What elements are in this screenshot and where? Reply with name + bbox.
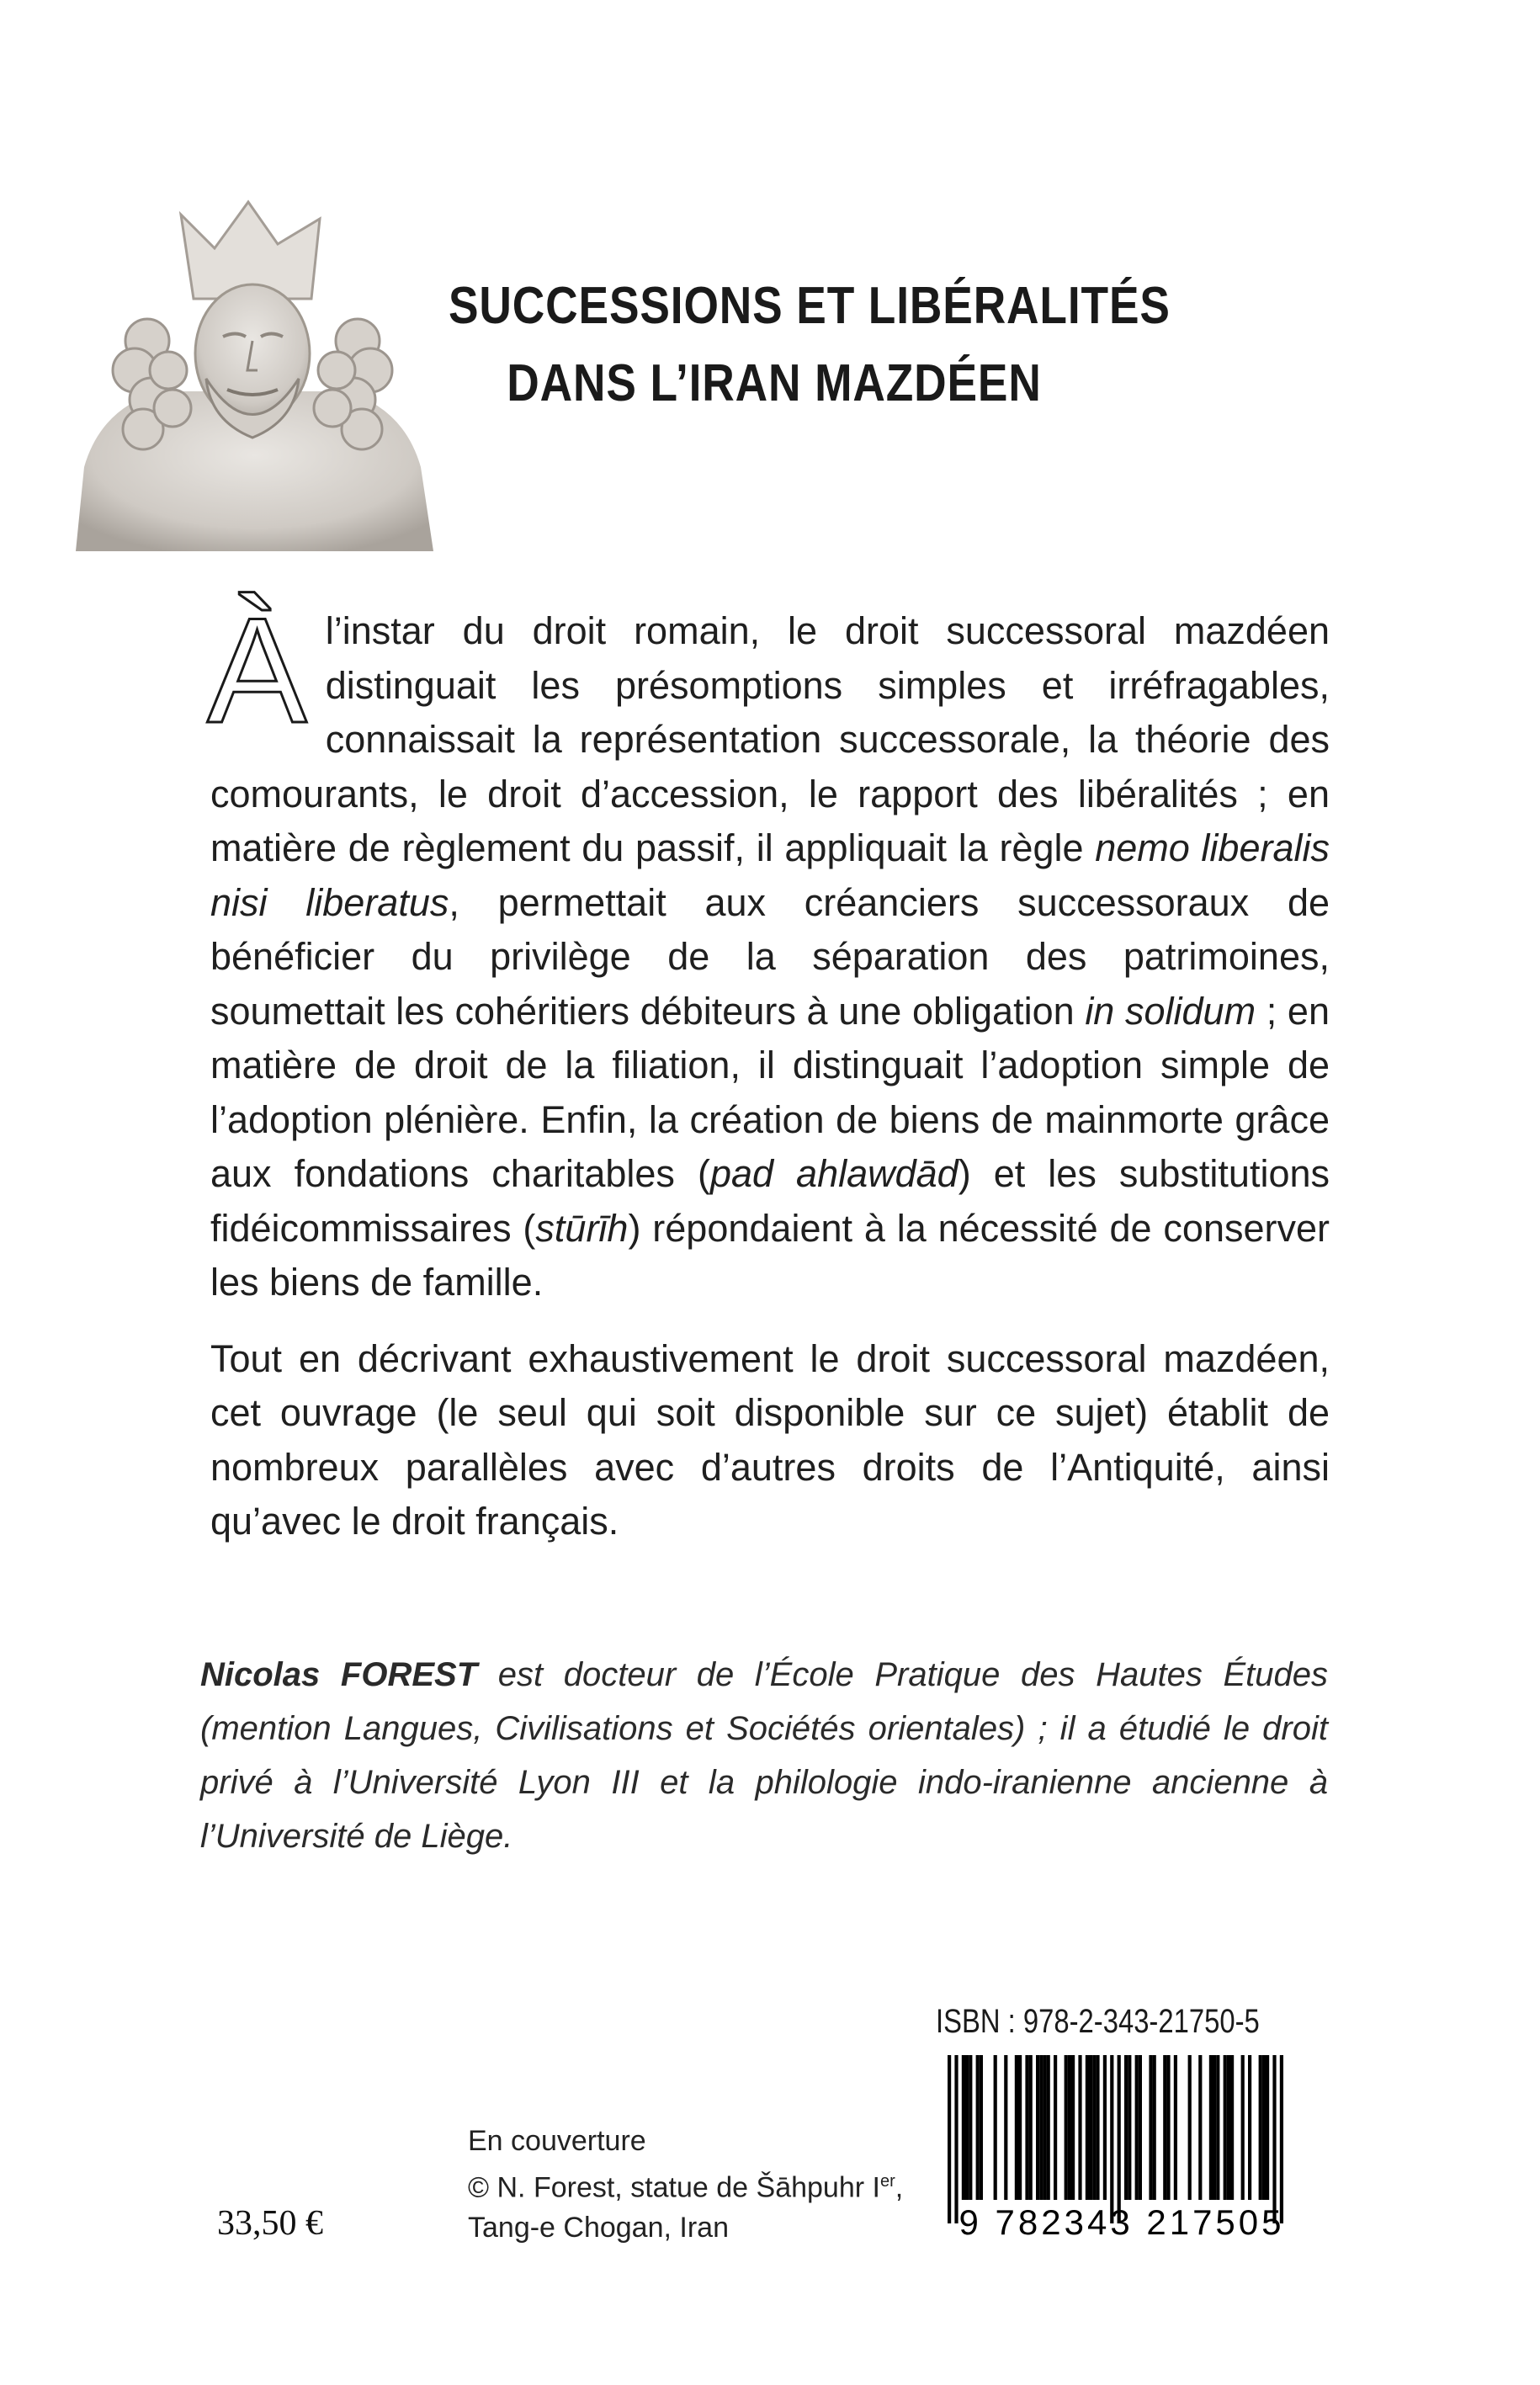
barcode-bar — [980, 2055, 983, 2200]
barcode-bar — [1227, 2055, 1230, 2200]
author-bio-text: est docteur de l’École Pratique des Hautes Études (mention Langues, Civilisations et Sociétés orientales) ; il a étudié le droit privé à l’Université Lyon III et la philologie indo-iranienne ancienne à l’Université de Liège. — [200, 1656, 1328, 1855]
barcode-bar — [1018, 2055, 1022, 2200]
barcode-bar — [976, 2055, 980, 2200]
barcode-bar — [1213, 2055, 1216, 2200]
dropcap: À — [207, 587, 307, 754]
barcode-bar — [1259, 2055, 1262, 2200]
barcode-bar — [1174, 2055, 1177, 2200]
barcode-bar — [1118, 2055, 1121, 2223]
barcode-bar — [948, 2055, 951, 2223]
barcode-bar — [1039, 2055, 1043, 2200]
barcode-bar — [1230, 2055, 1234, 2200]
barcode-bar — [1068, 2055, 1071, 2200]
barcode-bar — [1248, 2055, 1251, 2200]
barcode-bar — [1135, 2055, 1139, 2200]
barcode-bar — [1071, 2055, 1075, 2200]
summary-text-part: ) et les substitutions fidéicommissaires ( — [210, 1152, 1330, 1250]
barcode-bar — [1047, 2055, 1050, 2200]
barcode-bar — [1029, 2055, 1033, 2200]
author-bio — [200, 1648, 1328, 1863]
barcode-bar — [1224, 2055, 1227, 2200]
barcode-bar — [1103, 2055, 1107, 2200]
cover-credit-line-2 — [468, 2161, 922, 2207]
barcode-bar — [1043, 2055, 1046, 2200]
barcode-bar — [969, 2055, 972, 2200]
barcode-bar — [1078, 2055, 1081, 2200]
summary-text-part: l’instar du droit romain, le droit successoral mazdéen distinguait les présomptions simples et irréfragables, connaissait la représentation successorale, la théorie des comourants, le droit d’accession, le rapport des libéralités ; en matière de règlement du passif, il appliquait la règle — [210, 609, 1330, 869]
barcode-bar — [1241, 2055, 1245, 2200]
pahlavi-term: pad ahlawdād — [709, 1152, 959, 1195]
barcode-bar — [1266, 2055, 1269, 2200]
summary-text-part: , permettait aux créanciers successoraux de bénéficier du privilège de la séparation des patrimoines, soumettait les cohéritiers débiteurs à une obligation — [210, 880, 1330, 1033]
barcode-bar — [1110, 2055, 1113, 2223]
barcode-bar — [1272, 2055, 1276, 2223]
barcode-bar — [1124, 2055, 1128, 2200]
cover-credit-text: © N. Forest, statue de Šāhpuhr I — [468, 2171, 880, 2204]
cover-credit-sup: er — [879, 2172, 895, 2191]
barcode-bar — [1096, 2055, 1099, 2200]
barcode-digits: 9 782343 217505 — [959, 2202, 1285, 2237]
cover-credit — [468, 2121, 922, 2248]
author-name: Nicolas FOREST — [200, 1656, 478, 1693]
barcode-bar — [1209, 2055, 1213, 2200]
barcode-bar — [965, 2055, 969, 2200]
barcode-bar — [954, 2055, 958, 2223]
barcode-bar — [994, 2055, 997, 2200]
barcode — [926, 2055, 1318, 2237]
summary-paragraph-2: Tout en décrivant exhaustivement le droit successoral mazdéen, cet ouvrage (le seul qui soit disponible sur ce sujet) établit de nombreux parallèles avec d’autres droits de l’Antiquité, ainsi qu’avec le droit français. — [210, 1336, 1330, 1543]
statue-bust-icon — [67, 198, 438, 551]
isbn-label: ISBN : 978-2-343-21750-5 — [936, 2003, 1260, 2040]
book-title-line-1: SUCCESSIONS ET LIBÉRALITÉS — [449, 277, 1171, 335]
barcode-bar — [1025, 2055, 1028, 2200]
cover-credit-line-1: En couverture — [468, 2125, 646, 2157]
pahlavi-term: stūrīh — [535, 1206, 629, 1250]
barcode-bar — [1054, 2055, 1057, 2200]
barcode-bar — [1163, 2055, 1166, 2200]
latin-term: in solidum — [1085, 989, 1256, 1033]
barcode-bar — [1188, 2055, 1192, 2200]
barcode-bar — [1153, 2055, 1156, 2200]
summary-text-part: ; en matière de droit de la filiation, il distinguait l’adoption simple de l’adoption plénière. Enfin, la création de biens de mainmorte grâce aux fondations charitables ( — [210, 989, 1330, 1195]
summary-text — [207, 587, 1330, 1549]
barcode-bar — [962, 2055, 965, 2200]
barcode-bar — [1004, 2055, 1007, 2200]
price: 33,50 € — [217, 2204, 323, 2243]
barcode-bar — [1280, 2055, 1283, 2223]
summary-paragraph-1 — [207, 587, 1330, 1310]
barcode-bar — [1139, 2055, 1142, 2200]
cover-credit-line-3: Tang-e Chogan, Iran — [468, 2212, 729, 2244]
barcode-bar — [1089, 2055, 1092, 2200]
barcode-bar — [1216, 2055, 1219, 2200]
barcode-bar — [1036, 2055, 1039, 2200]
latin-term: nemo liberalis nisi liberatus — [210, 826, 1330, 924]
summary-text-part: ) répondaient à la nécessité de conserver les biens de famille. — [210, 1206, 1330, 1304]
barcode-bar — [1065, 2055, 1068, 2200]
barcode-bar — [1166, 2055, 1170, 2200]
book-title-line-2: DANS L’IRAN MAZDÉEN — [507, 354, 1042, 412]
barcode-bar — [1092, 2055, 1096, 2200]
barcode-bar — [1015, 2055, 1018, 2200]
cover-credit-text-end: , — [895, 2171, 904, 2204]
barcode-bar — [1149, 2055, 1152, 2200]
barcode-bar — [1086, 2055, 1089, 2200]
barcode-bar — [1262, 2055, 1266, 2200]
barcode-bar — [1128, 2055, 1131, 2200]
barcode-bar — [1198, 2055, 1202, 2200]
